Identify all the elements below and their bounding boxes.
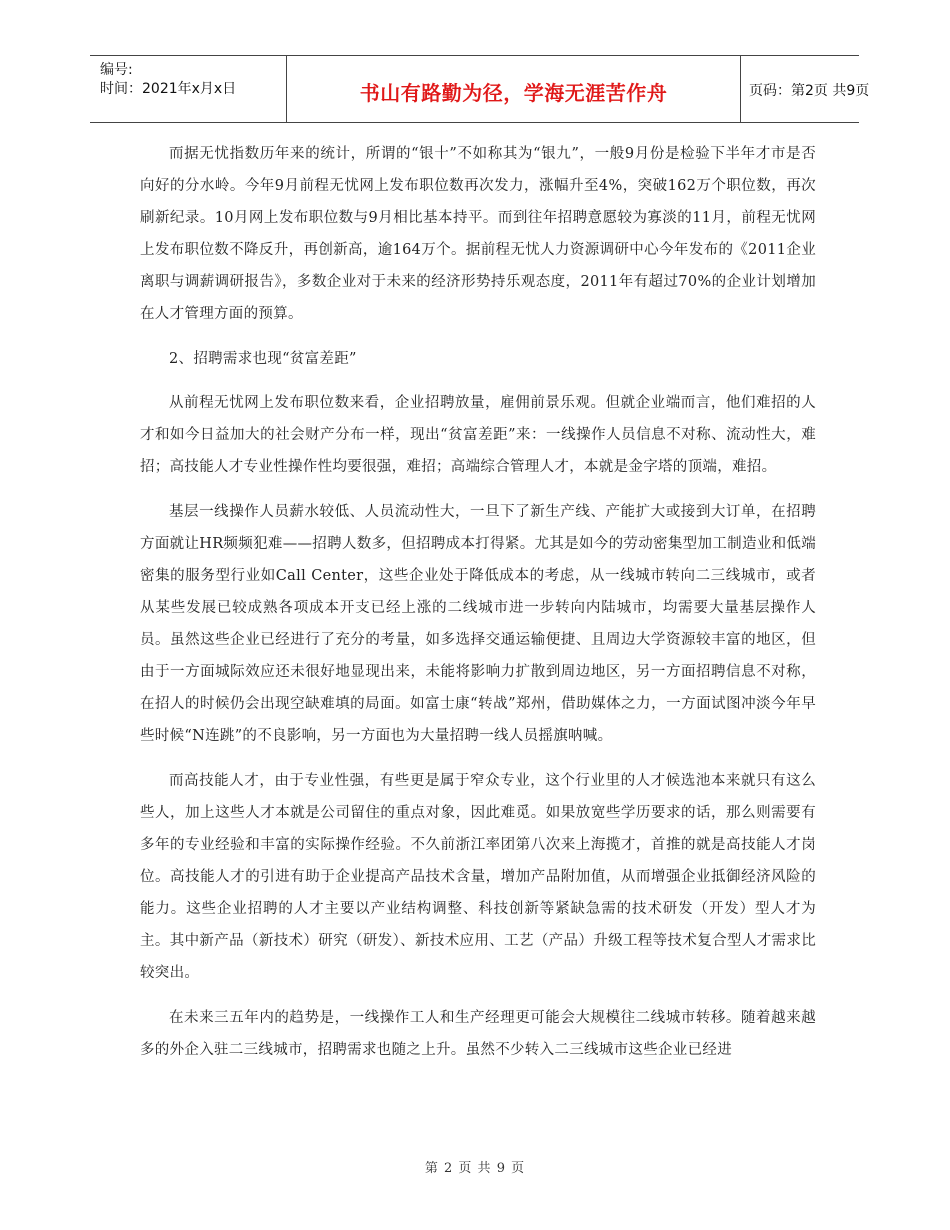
paragraph-stats: 而据无忧指数历年来的统计，所谓的“银十”不如称其为“银九”，一般9月份是检验下半年才市是否向好的分水岭。今年9月前程无忧网上发布职位数再次发力，涨幅升至4%，突破162万个职位数，再次刷新纪录。10月网上发布职位数与9月相比基本持平。而到往年招聘意愿较为寡淡的11月，前程无忧网上发布职位数不降反升，再创新高，逾164万个。据前程无忧人力资源调研中心今年发布的《2011企业离职与调薪调研报告》，多数企业对于未来的经济形势持乐观态度，2011年有超过70%的企业计划增加在人才管理方面的预算。 <box>140 146 816 322</box>
header-motto-cell <box>286 56 741 122</box>
section-heading: 2、招聘需求也现“贫富差距” <box>169 351 357 367</box>
header-info-cell <box>90 56 286 122</box>
document-time: 时间：2021年x月x日 <box>100 81 237 97</box>
document-header <box>90 55 870 123</box>
paragraph-frontline: 基层一线操作人员薪水较低、人员流动性大，一旦下了新生产线、产能扩大或接到大订单，在招聘方面就让HR频频犯难——招聘人数多，但招聘成本打得紧。尤其是如今的劳动密集型加工制造业和低端密集的服务型行业如Call Center，这些企业处于降低成本的考虑，从一线城市转向二三线城市，或者从某些发展已较成熟各项成本开支已经上涨的二线城市进一步转向内陆城市，均需要大量基层操作人员。虽然这些企业已经进行了充分的考量，如多选择交通运输便捷、且周边大学资源较丰富的地区，但由于一方面城际效应还未很好地显现出来，未能将影响力扩散到周边地区，另一方面招聘信息不对称，在招人的时候仍会出现空缺难填的局面。如富士康“转战”郑州，借助媒体之力，一方面试图冲淡今年早些时候“N连跳”的不良影响，另一方面也为大量招聘一线人员摇旗呐喊。 <box>140 504 816 744</box>
header-motto: 书山有路勤为径，学海无涯苦作舟 <box>359 81 668 105</box>
page-footer: 第 2 页 共 9 页 <box>424 1161 526 1176</box>
header-page-number: 页码：第2页 共9页 <box>749 83 870 99</box>
document-body <box>140 138 816 1079</box>
header-page-cell <box>740 56 870 122</box>
paragraph-high-skill: 而高技能人才，由于专业性强，有些更是属于窄众专业，这个行业里的人才候选池本来就只有这么些人，加上这些人才本就是公司留住的重点对象，因此难觅。如果放宽些学历要求的话，那么则需要有多年的专业经验和丰富的实际操作经验。不久前浙江率团第八次来上海揽才，首推的就是高技能人才岗位。高技能人才的引进有助于企业提高产品技术含量，增加产品附加值，从而增强企业抵御经济风险的能力。这些企业招聘的人才主要以产业结构调整、科技创新等紧缺急需的技术研发（开发）型人才为主。其中新产品（新技术）研究（研发）、新技术应用、工艺（产品）升级工程等技术复合型人才需求比较突出。 <box>140 773 816 981</box>
paragraph-trend: 在未来三五年内的趋势是，一线操作工人和生产经理更可能会大规模往二线城市转移。随着越来越多的外企入驻二三线城市，招聘需求也随之上升。虽然不少转入二三线城市这些企业已经进 <box>140 1010 816 1058</box>
paragraph-demand: 从前程无忧网上发布职位数来看，企业招聘放量，雇佣前景乐观。但就企业端而言，他们难招的人才和如今日益加大的社会财产分布一样，现出“贫富差距”来：一线操作人员信息不对称、流动性大，难招；高技能人才专业性操作性均要很强，难招；高端综合管理人才，本就是金字塔的顶端，难招。 <box>140 395 816 475</box>
document-number: 编号: <box>100 62 133 78</box>
